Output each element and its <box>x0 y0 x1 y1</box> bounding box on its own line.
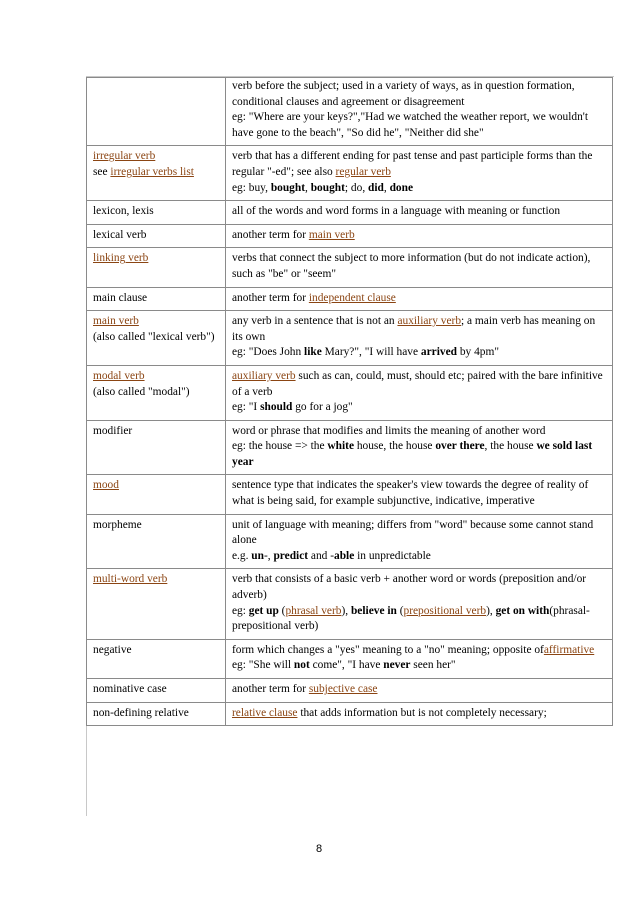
definition-prefix: another term for <box>232 683 309 695</box>
definition-text: verb that has a different ending for past tense and past participle forms than the regular "-ed"; see also <box>232 150 593 178</box>
term-cell <box>87 702 226 726</box>
term-text: main clause <box>93 291 148 304</box>
definition-prefix: any verb in a sentence that is not an <box>232 315 398 328</box>
definition-link[interactable]: main verb <box>308 228 355 241</box>
example-part: e.g. <box>232 549 252 562</box>
definition-text: verb before the subject; used in a variety of ways, as in question formation, conditional clauses and agreement or disagreement <box>232 80 575 108</box>
example-part: ( <box>396 604 404 617</box>
definition-cell <box>226 569 613 639</box>
definition-cell <box>226 224 613 248</box>
example-bold: we sold last year <box>232 440 593 468</box>
example-bold: bought <box>310 181 345 194</box>
term-cell <box>87 420 226 475</box>
example-part: in unpredictable <box>354 549 431 562</box>
example-bold: arrived <box>420 346 457 359</box>
term-cell <box>87 146 226 201</box>
term-cell <box>87 365 226 420</box>
glossary-table <box>86 77 613 726</box>
example-part: eg: "I <box>232 401 261 414</box>
definition-cell <box>226 639 613 678</box>
table-row <box>87 224 613 248</box>
definition-link[interactable]: auxiliary verb <box>397 315 462 328</box>
definition-text: verb that consists of a basic verb + another word or words (preposition and/or adverb) <box>232 573 587 602</box>
term-text: lexicon, lexis <box>93 205 154 218</box>
definition-prefix: another term for <box>232 228 309 241</box>
definition-text: unit of language with meaning; differs from "word" because some cannot stand alone <box>232 518 594 547</box>
example-bold: able <box>334 549 355 562</box>
example-part: -, <box>263 549 274 562</box>
term-cell <box>87 78 226 146</box>
example-part: , the house <box>484 440 537 453</box>
see-prefix: see <box>93 165 111 178</box>
example-text <box>232 181 606 197</box>
term-cell <box>87 248 226 287</box>
table-row <box>87 146 613 201</box>
example-part: ( <box>278 604 286 617</box>
example-bold: believe in <box>350 604 397 617</box>
page-number: 8 <box>315 843 323 855</box>
table-row <box>87 78 613 146</box>
example-bold: done <box>389 181 413 194</box>
example-part: , <box>383 181 390 194</box>
term-cell <box>87 569 226 639</box>
definition-cell <box>226 702 613 726</box>
example-text <box>232 658 606 674</box>
term-cell <box>87 224 226 248</box>
term-note: (also called "lexical verb") <box>93 330 215 343</box>
table-row <box>87 514 613 569</box>
example-text <box>232 549 606 565</box>
example-bold: get on with <box>495 604 550 617</box>
example-text <box>232 400 606 416</box>
example-part: ; do, <box>344 181 369 194</box>
definition-cell <box>226 146 613 201</box>
table-row <box>87 679 613 703</box>
example-bold: did <box>368 181 384 194</box>
definition-text: verbs that connect the subject to more information (but do not indicate action), such as "be" or "seem" <box>232 252 591 280</box>
definition-link[interactable]: regular verb <box>335 165 391 178</box>
example-bold: over there <box>435 440 485 453</box>
definition-link[interactable]: subjective case <box>308 683 378 695</box>
definition-link[interactable]: relative clause <box>232 706 298 719</box>
example-part: Mary?", "I will have <box>321 346 421 359</box>
example-bold: never <box>383 659 411 672</box>
example-part: eg: buy, <box>232 181 271 194</box>
example-text: eg: "Where are your keys?","Had we watched the weather report, we wouldn't have gone to the beach", "So did he", "Neither did she" <box>232 111 588 139</box>
definition-cell <box>226 514 613 569</box>
term-link[interactable]: modal verb <box>93 369 145 382</box>
definition-cell <box>226 365 613 420</box>
term-note: (also called "modal") <box>93 385 190 398</box>
example-text <box>232 345 606 361</box>
example-link[interactable]: phrasal verb <box>285 604 342 617</box>
example-part: seen her" <box>410 659 456 672</box>
example-part: (phrasal-prepositional verb) <box>232 604 590 633</box>
term-link[interactable]: multi-word verb <box>93 573 168 586</box>
definition-suffix: ; a main verb has meaning on its own <box>232 315 596 343</box>
example-text <box>232 604 606 635</box>
page-bottom-mask <box>86 816 626 903</box>
example-bold: white <box>327 440 354 453</box>
table-row <box>87 475 613 514</box>
example-part: ), <box>486 604 496 617</box>
example-part: house, the house <box>354 440 436 453</box>
example-part: eg: the house => the <box>232 440 328 453</box>
term-cell <box>87 475 226 514</box>
definition-text: form which changes a "yes" meaning to a "no" meaning; opposite of <box>232 643 544 656</box>
term-link[interactable]: irregular verb <box>93 150 156 163</box>
term-text: morpheme <box>93 518 142 531</box>
definition-link[interactable]: auxiliary verb <box>232 369 296 382</box>
example-part: , <box>305 181 311 194</box>
example-part: come", "I have <box>309 659 384 672</box>
term-cell <box>87 514 226 569</box>
table-row <box>87 420 613 475</box>
term-cell <box>87 287 226 311</box>
example-bold: like <box>304 346 322 359</box>
definition-suffix: that adds information but is not completely necessary; <box>297 706 547 719</box>
example-part: by 4pm" <box>456 346 499 359</box>
definition-cell <box>226 475 613 514</box>
example-link[interactable]: prepositional verb <box>403 604 487 617</box>
see-link[interactable]: irregular verbs list <box>110 165 194 178</box>
definition-prefix: another term for <box>232 291 309 304</box>
example-bold: get up <box>248 604 279 617</box>
definition-cell <box>226 287 613 311</box>
definition-cell <box>226 420 613 475</box>
term-link[interactable]: main verb <box>93 315 139 328</box>
example-part: ), <box>341 604 351 617</box>
definition-text: all of the words and word forms in a language with meaning or function <box>232 205 561 218</box>
example-text <box>232 439 606 470</box>
definition-cell <box>226 248 613 287</box>
definition-cell <box>226 311 613 366</box>
term-cell <box>87 311 226 366</box>
example-part: eg: "Does John <box>232 346 305 359</box>
term-text: non-defining relative <box>93 706 189 719</box>
example-part: go for a jog" <box>292 401 353 414</box>
term-text: nominative case <box>93 683 167 695</box>
term-cell <box>87 679 226 703</box>
definition-text: sentence type that indicates the speaker's view towards the degree of reality of what is being said, for example subjunctive, indicative, imperative <box>232 479 589 508</box>
definition-cell <box>226 679 613 703</box>
table-row <box>87 201 613 225</box>
term-link[interactable]: linking verb <box>93 252 149 265</box>
definition-suffix: such as can, could, must, should etc; paired with the bare infinitive of a verb <box>232 369 603 398</box>
table-row <box>87 248 613 287</box>
table-row <box>87 365 613 420</box>
example-bold: un <box>251 549 264 562</box>
definition-cell <box>226 78 613 146</box>
example-bold: predict <box>273 549 309 562</box>
definition-cell <box>226 201 613 225</box>
table-row <box>87 311 613 366</box>
example-part: eg: "She will <box>232 659 294 672</box>
term-text: modifier <box>93 424 133 437</box>
term-link[interactable]: mood <box>93 479 119 492</box>
definition-text: word or phrase that modifies and limits the meaning of another word <box>232 424 546 437</box>
example-bold: not <box>293 659 310 672</box>
table-row <box>87 569 613 639</box>
table-row <box>87 639 613 678</box>
table-row <box>87 702 613 726</box>
table-row <box>87 287 613 311</box>
term-text: lexical verb <box>93 228 147 241</box>
term-cell <box>87 639 226 678</box>
example-part: and - <box>308 549 334 562</box>
example-bold: bought <box>270 181 306 194</box>
definition-link[interactable]: affirmative <box>543 643 595 656</box>
example-bold: should <box>260 401 293 414</box>
definition-link[interactable]: independent clause <box>308 291 396 304</box>
term-cell <box>87 201 226 225</box>
example-part: eg: <box>232 604 249 617</box>
term-text: negative <box>93 643 132 656</box>
